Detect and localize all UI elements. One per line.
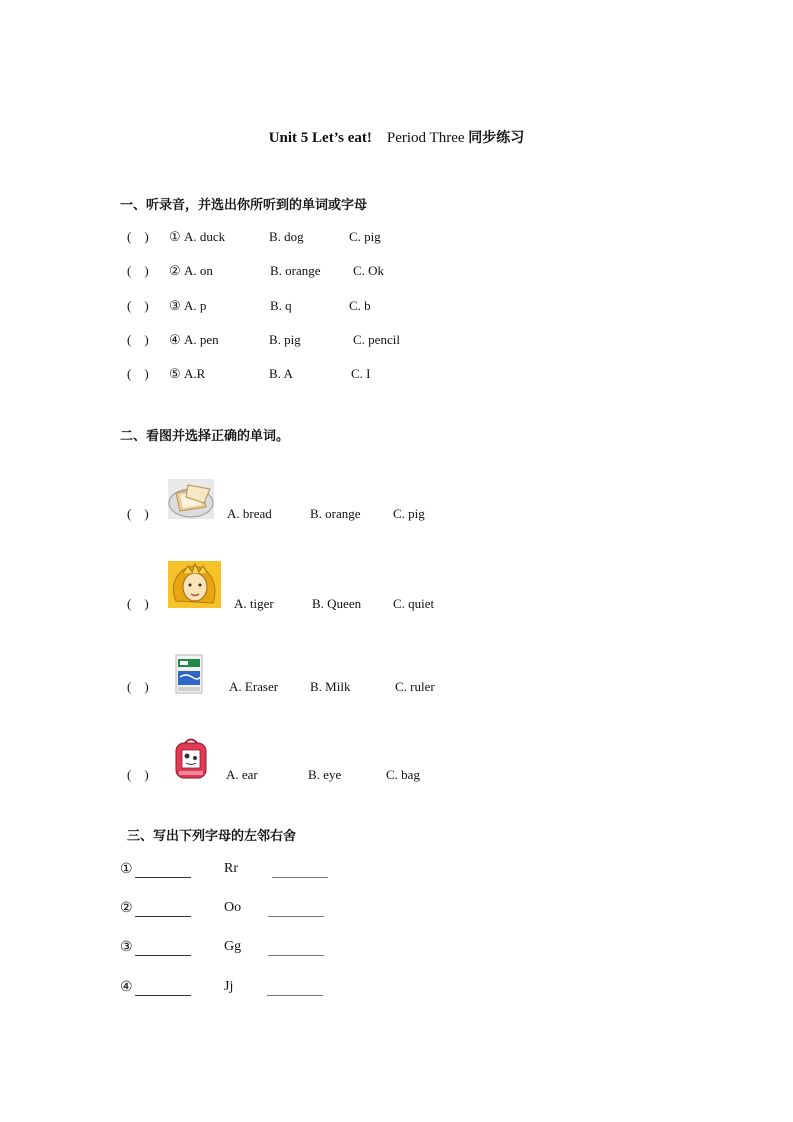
option-c: C. b bbox=[349, 298, 371, 313]
title-practice: 同步练习 bbox=[468, 130, 525, 146]
option-c: C. bag bbox=[386, 767, 420, 782]
question-number: ③ bbox=[120, 940, 133, 955]
option-c: C. Ok bbox=[353, 263, 385, 278]
option-c: C. quiet bbox=[393, 596, 435, 611]
option-a: A. duck bbox=[184, 229, 226, 244]
option-a: A. Eraser bbox=[229, 679, 279, 694]
answer-parentheses[interactable]: ( ) bbox=[127, 506, 149, 521]
letter-pair: Rr bbox=[224, 861, 238, 876]
question-number: ③ bbox=[169, 298, 181, 313]
picture-question-2 bbox=[127, 596, 547, 614]
right-neighbor-blank[interactable] bbox=[272, 877, 328, 878]
listen-question-4 bbox=[127, 332, 527, 350]
neighbor-letters-row-1 bbox=[120, 861, 420, 879]
letter-pair: Gg bbox=[224, 939, 242, 954]
picture-question-3 bbox=[127, 679, 547, 697]
option-c: C. pig bbox=[349, 229, 381, 244]
answer-parentheses[interactable]: ( ) bbox=[127, 767, 149, 782]
answer-parentheses[interactable]: ( ) bbox=[127, 229, 149, 244]
option-a: A. bread bbox=[227, 506, 272, 521]
neighbor-letters-row-4 bbox=[120, 979, 420, 997]
option-b: B. eye bbox=[308, 767, 342, 782]
option-b: B. orange bbox=[270, 263, 321, 278]
section2-heading: 二、看图并选择正确的单词。 bbox=[120, 429, 290, 444]
page-title bbox=[0, 127, 793, 147]
option-b: B. pig bbox=[269, 332, 301, 347]
listen-question-3 bbox=[127, 298, 527, 316]
option-b: B. orange bbox=[310, 506, 361, 521]
letter-pair: Jj bbox=[224, 979, 234, 994]
option-b: B. dog bbox=[269, 229, 304, 244]
question-number: ④ bbox=[120, 980, 133, 995]
neighbor-letters-row-2 bbox=[120, 900, 420, 918]
left-neighbor-blank[interactable] bbox=[135, 955, 191, 956]
letter-pair: Oo bbox=[224, 900, 242, 915]
answer-parentheses[interactable]: ( ) bbox=[127, 332, 149, 347]
listen-question-1 bbox=[127, 229, 527, 247]
listen-question-2 bbox=[127, 263, 527, 281]
option-c: C. I bbox=[351, 366, 371, 381]
answer-parentheses[interactable]: ( ) bbox=[127, 298, 149, 313]
section1-heading: 一、听录音，并选出你所听到的单词或字母 bbox=[120, 198, 368, 213]
picture-question-1 bbox=[127, 506, 547, 524]
option-b: B. A bbox=[269, 366, 293, 381]
option-b: B. q bbox=[270, 298, 292, 313]
question-number: ① bbox=[169, 229, 181, 244]
option-c: C. pencil bbox=[353, 332, 400, 347]
option-a: A. ear bbox=[226, 767, 258, 782]
left-neighbor-blank[interactable] bbox=[135, 877, 191, 878]
option-a: A. on bbox=[184, 263, 213, 278]
option-a: A. p bbox=[184, 298, 207, 313]
option-b: B. Queen bbox=[312, 596, 362, 611]
left-neighbor-blank[interactable] bbox=[135, 995, 191, 996]
title-unit: Unit 5 Let’s eat! bbox=[268, 130, 372, 146]
question-number: ② bbox=[120, 901, 133, 916]
option-b: B. Milk bbox=[310, 679, 351, 694]
answer-parentheses[interactable]: ( ) bbox=[127, 263, 149, 278]
title-period: Period Three bbox=[386, 130, 465, 146]
section3-heading: 三、写出下列字母的左邻右舍 bbox=[127, 829, 297, 844]
right-neighbor-blank[interactable] bbox=[268, 955, 324, 956]
option-a: A. pen bbox=[184, 332, 219, 347]
right-neighbor-blank[interactable] bbox=[267, 995, 323, 996]
neighbor-letters-row-3 bbox=[120, 939, 420, 957]
listen-question-5 bbox=[127, 366, 527, 384]
question-number: ② bbox=[169, 263, 181, 278]
answer-parentheses[interactable]: ( ) bbox=[127, 596, 149, 611]
question-number: ① bbox=[120, 862, 133, 877]
picture-question-4 bbox=[127, 767, 547, 785]
answer-parentheses[interactable]: ( ) bbox=[127, 679, 149, 694]
right-neighbor-blank[interactable] bbox=[268, 916, 324, 917]
question-number: ④ bbox=[169, 332, 181, 347]
left-neighbor-blank[interactable] bbox=[135, 916, 191, 917]
question-number: ⑤ bbox=[169, 366, 181, 381]
option-c: C. ruler bbox=[395, 679, 435, 694]
answer-parentheses[interactable]: ( ) bbox=[127, 366, 149, 381]
option-c: C. pig bbox=[393, 506, 425, 521]
option-a: A.R bbox=[184, 366, 206, 381]
option-a: A. tiger bbox=[234, 596, 274, 611]
